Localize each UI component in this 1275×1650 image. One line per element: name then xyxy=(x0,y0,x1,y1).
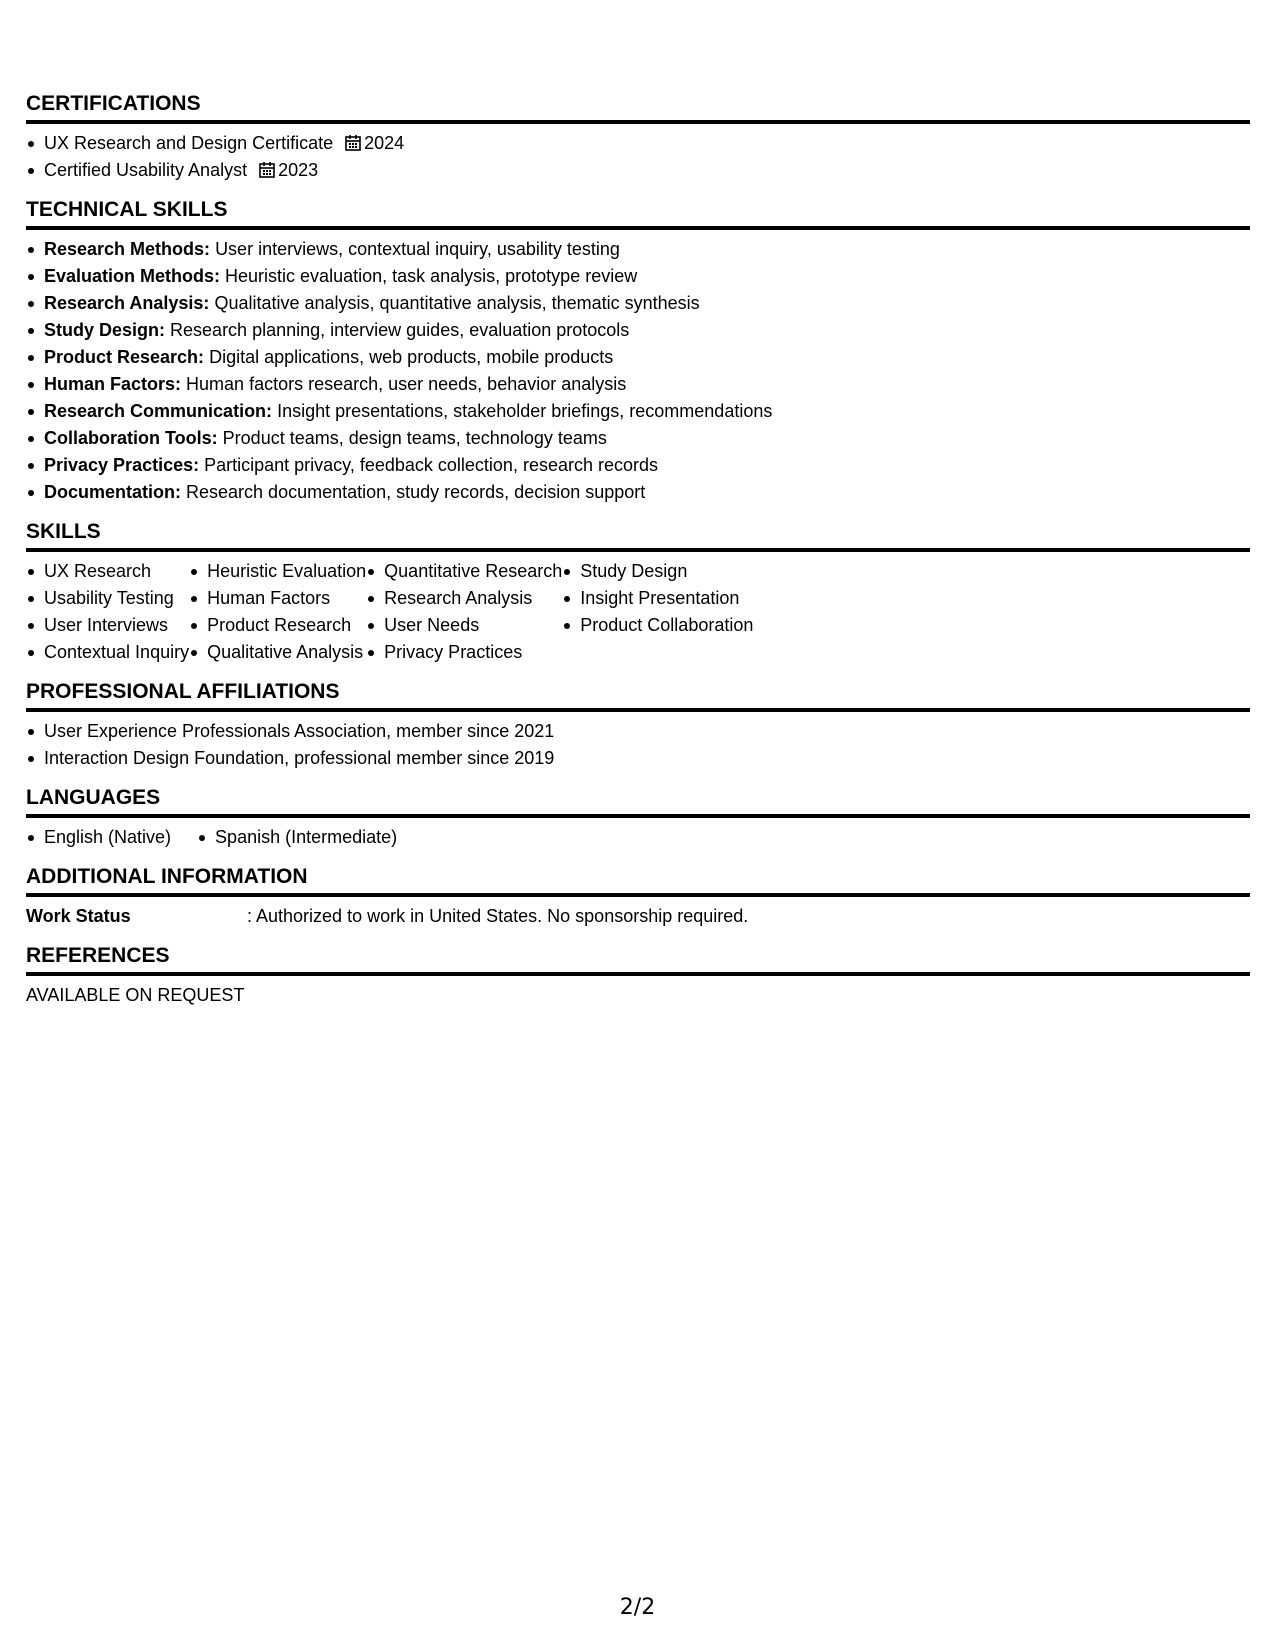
technical-skill-label: Human Factors: xyxy=(44,374,182,394)
technical-skill-text: Digital applications, web products, mobile products xyxy=(209,347,614,367)
skills-column xyxy=(189,558,366,666)
certifications-list xyxy=(26,130,1250,184)
technical-skill-item xyxy=(26,425,1250,452)
technical-skill-label: Research Analysis: xyxy=(44,293,210,313)
skills-column xyxy=(366,558,562,666)
skill-item: Insight Presentation xyxy=(562,585,753,612)
technical-skill-label: Collaboration Tools: xyxy=(44,428,218,448)
certification-year: 2024 xyxy=(364,133,405,153)
section-title-additional-information: ADDITIONAL INFORMATION xyxy=(26,865,308,888)
references-text: AVAILABLE ON REQUEST xyxy=(26,985,245,1005)
skill-item: UX Research xyxy=(26,558,189,585)
additional-information-section xyxy=(26,863,1250,930)
calendar-icon xyxy=(345,134,361,151)
skills-section xyxy=(26,518,1250,666)
language-item: English (Native) xyxy=(26,824,171,851)
technical-skill-item xyxy=(26,371,1250,398)
technical-skills-section xyxy=(26,196,1250,506)
section-title-certifications: CERTIFICATIONS xyxy=(26,92,201,115)
affiliation-item: User Experience Professionals Association, member since 2021 xyxy=(26,718,1250,745)
skill-item: Contextual Inquiry xyxy=(26,639,189,666)
technical-skill-text: Research documentation, study records, decision support xyxy=(186,482,646,502)
skill-item: Quantitative Research xyxy=(366,558,562,585)
section-divider xyxy=(26,972,1250,976)
section-title-affiliations: PROFESSIONAL AFFILIATIONS xyxy=(26,680,340,703)
skill-item: Heuristic Evaluation xyxy=(189,558,366,585)
skills-column xyxy=(26,558,189,666)
affiliation-item: Interaction Design Foundation, professional member since 2019 xyxy=(26,745,1250,772)
section-divider xyxy=(26,814,1250,818)
technical-skill-item xyxy=(26,398,1250,425)
skill-item: Qualitative Analysis xyxy=(189,639,366,666)
technical-skill-text: User interviews, contextual inquiry, usability testing xyxy=(215,239,620,259)
technical-skills-list xyxy=(26,236,1250,506)
technical-skill-label: Study Design: xyxy=(44,320,166,340)
skill-item: Product Collaboration xyxy=(562,612,753,639)
technical-skill-label: Research Methods: xyxy=(44,239,211,259)
section-title-languages: LANGUAGES xyxy=(26,786,161,809)
resume-page xyxy=(26,90,1250,1021)
section-title-technical-skills: TECHNICAL SKILLS xyxy=(26,198,228,221)
work-status-row xyxy=(26,903,1250,930)
technical-skill-text: Product teams, design teams, technology teams xyxy=(222,428,607,448)
section-divider xyxy=(26,893,1250,897)
technical-skill-label: Documentation: xyxy=(44,482,181,502)
technical-skill-label: Privacy Practices: xyxy=(44,455,200,475)
affiliations-section xyxy=(26,678,1250,772)
section-divider xyxy=(26,548,1250,552)
technical-skill-item xyxy=(26,263,1250,290)
skill-item: User Needs xyxy=(366,612,562,639)
languages-section xyxy=(26,784,1250,851)
technical-skill-label: Product Research: xyxy=(44,347,205,367)
technical-skill-item xyxy=(26,236,1250,263)
language-item: Spanish (Intermediate) xyxy=(197,824,397,851)
technical-skill-label: Evaluation Methods: xyxy=(44,266,221,286)
technical-skill-text: Research planning, interview guides, evaluation protocols xyxy=(170,320,630,340)
section-title-references: REFERENCES xyxy=(26,944,170,967)
languages-list xyxy=(26,824,1250,851)
section-divider xyxy=(26,708,1250,712)
work-status-label: Work Status xyxy=(26,906,131,926)
certification-year: 2023 xyxy=(278,160,319,180)
technical-skill-item xyxy=(26,344,1250,371)
section-title-skills: SKILLS xyxy=(26,520,101,543)
certification-item xyxy=(26,157,1250,184)
technical-skill-text: Insight presentations, stakeholder briefings, recommendations xyxy=(277,401,773,421)
technical-skill-item xyxy=(26,317,1250,344)
skill-item: Human Factors xyxy=(189,585,366,612)
skill-item: Privacy Practices xyxy=(366,639,562,666)
certifications-section xyxy=(26,90,1250,184)
technical-skill-text: Qualitative analysis, quantitative analysis, thematic synthesis xyxy=(214,293,700,313)
technical-skill-text: Heuristic evaluation, task analysis, prototype review xyxy=(225,266,638,286)
skill-item: Product Research xyxy=(189,612,366,639)
technical-skill-item xyxy=(26,290,1250,317)
certification-name: Certified Usability Analyst xyxy=(44,160,248,180)
skills-column xyxy=(562,558,753,666)
technical-skill-item xyxy=(26,452,1250,479)
section-divider xyxy=(26,226,1250,230)
references-section xyxy=(26,942,1250,1009)
certification-item xyxy=(26,130,1250,157)
technical-skill-label: Research Communication: xyxy=(44,401,273,421)
certification-name: UX Research and Design Certificate xyxy=(44,133,334,153)
skill-item: Usability Testing xyxy=(26,585,189,612)
skills-grid xyxy=(26,558,1250,666)
section-divider xyxy=(26,120,1250,124)
affiliations-list xyxy=(26,718,1250,772)
skill-item: Research Analysis xyxy=(366,585,562,612)
technical-skill-item xyxy=(26,479,1250,506)
skill-item: User Interviews xyxy=(26,612,189,639)
skill-item: Study Design xyxy=(562,558,753,585)
work-status-value: : Authorized to work in United States. No sponsorship required. xyxy=(247,906,749,926)
technical-skill-text: Participant privacy, feedback collection, research records xyxy=(204,455,659,475)
technical-skill-text: Human factors research, user needs, behavior analysis xyxy=(186,374,627,394)
page-number: 2/2 xyxy=(619,1595,656,1620)
calendar-icon xyxy=(259,161,275,178)
